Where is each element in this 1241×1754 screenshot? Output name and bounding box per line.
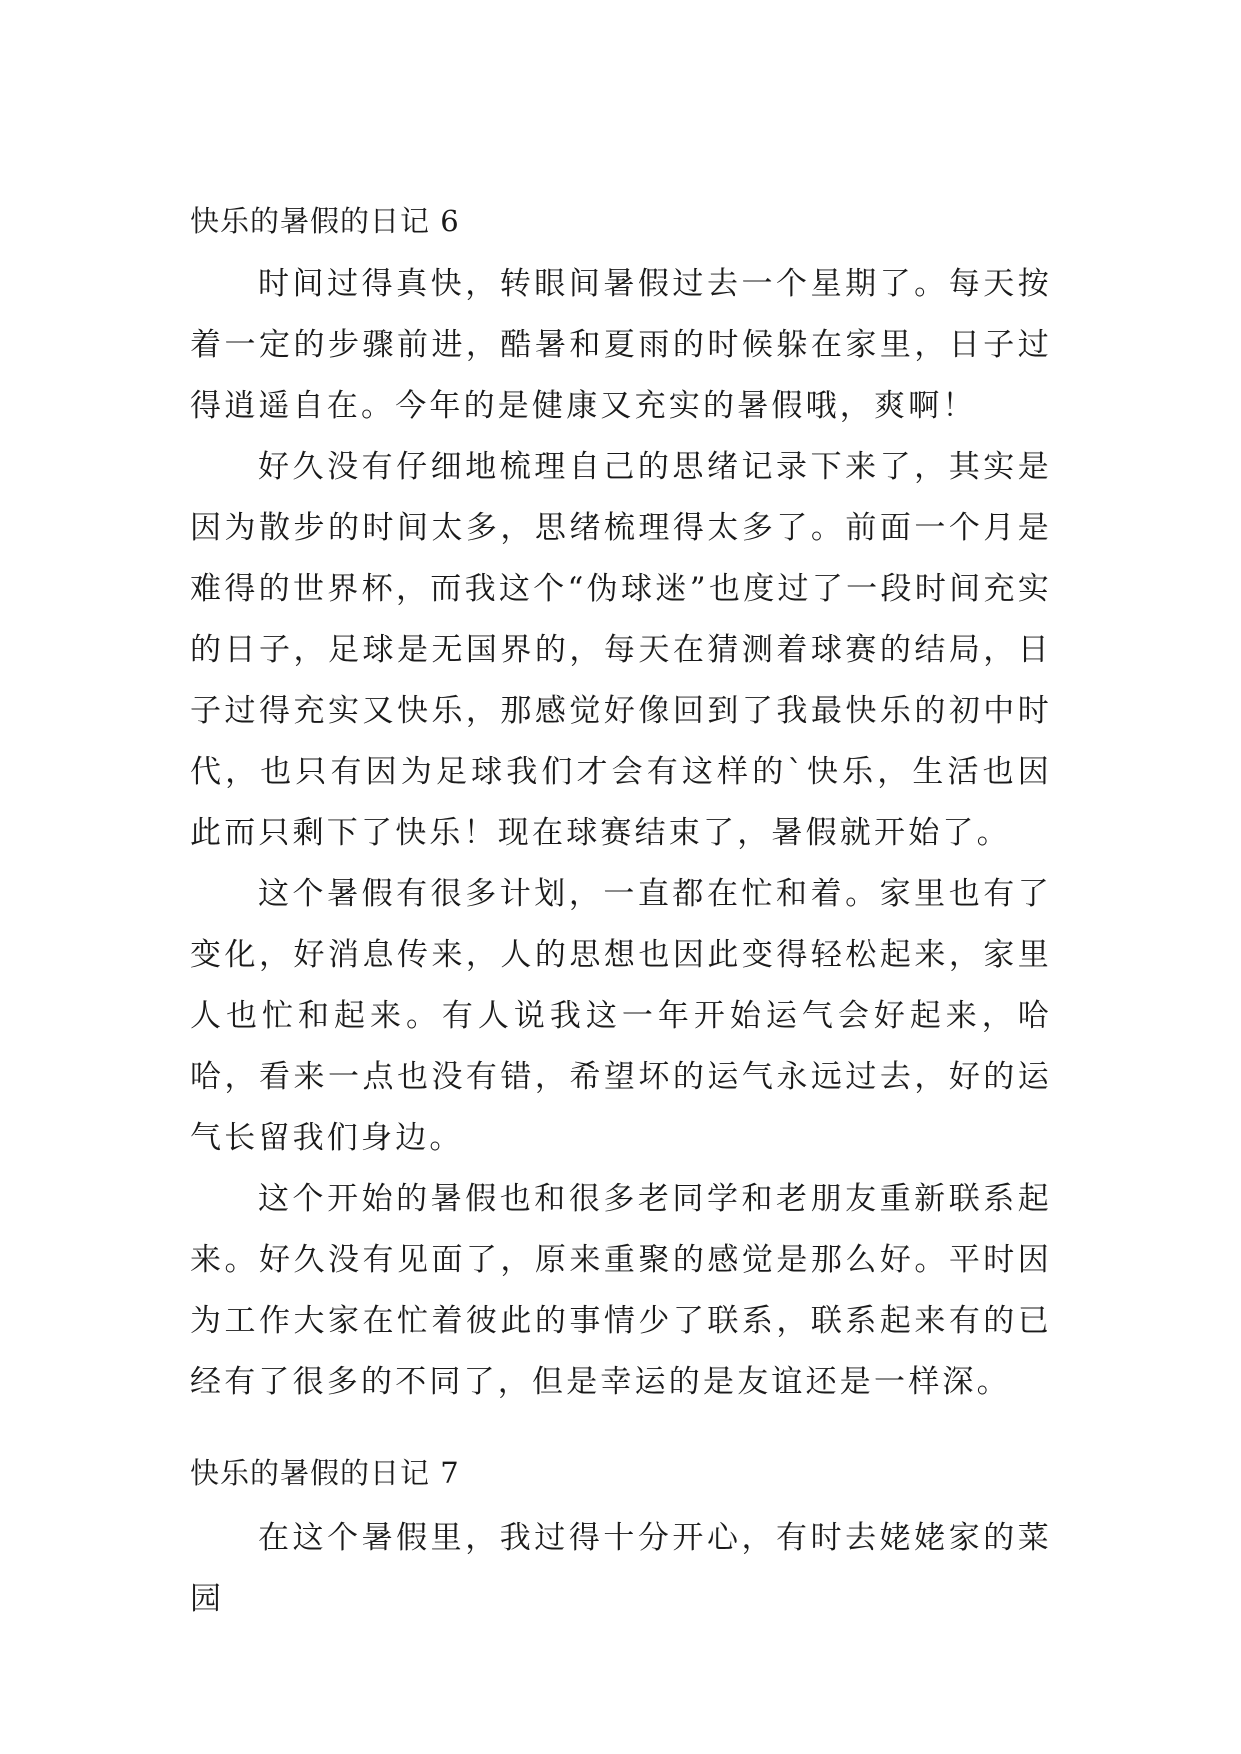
entry-paragraph: 这个开始的暑假也和很多老同学和老朋友重新联系起来。好久没有见面了，原来重聚的感觉是那么好。平时因为工作大家在忙着彼此的事情少了联系，联系起来有的已经有了很多的不同了，但是幸运的是友谊还是一样深。 [190,1181,1052,1400]
diary-entry-7 [190,1448,1052,1630]
diary-entry-6 [190,196,1052,1413]
entry-paragraph: 这个暑假有很多计划，一直都在忙和着。家里也有了变化，好消息传来，人的思想也因此变得轻松起来，家里人也忙和起来。有人说我这一年开始运气会好起来，哈哈，看来一点也没有错，希望坏的运气永远过去，好的运气长留我们身边。 [190,876,1052,1156]
entry-paragraph: 好久没有仔细地梳理自己的思绪记录下来了，其实是因为散步的时间太多，思绪梳理得太多了。前面一个月是难得的世界杯，而我这个“伪球迷”也度过了一段时间充实的日子，足球是无国界的，每天在猜测着球赛的结局，日子过得充实又快乐，那感觉好像回到了我最快乐的初中时代，也只有因为足球我们才会有这样的`快乐，生活也因此而只剩下了快乐！现在球赛结束了，暑假就开始了。 [190,449,1052,851]
entry-heading: 快乐的暑假的日记 6 [190,204,460,238]
entry-paragraph: 在这个暑假里，我过得十分开心，有时去姥姥家的菜园 [190,1520,1052,1617]
entry-paragraph: 时间过得真快，转眼间暑假过去一个星期了。每天按着一定的步骤前进，酷暑和夏雨的时候躲在家里，日子过得逍遥自在。今年的是健康又充实的暑假哦，爽啊！ [190,266,1052,424]
entry-heading: 快乐的暑假的日记 7 [190,1456,460,1490]
